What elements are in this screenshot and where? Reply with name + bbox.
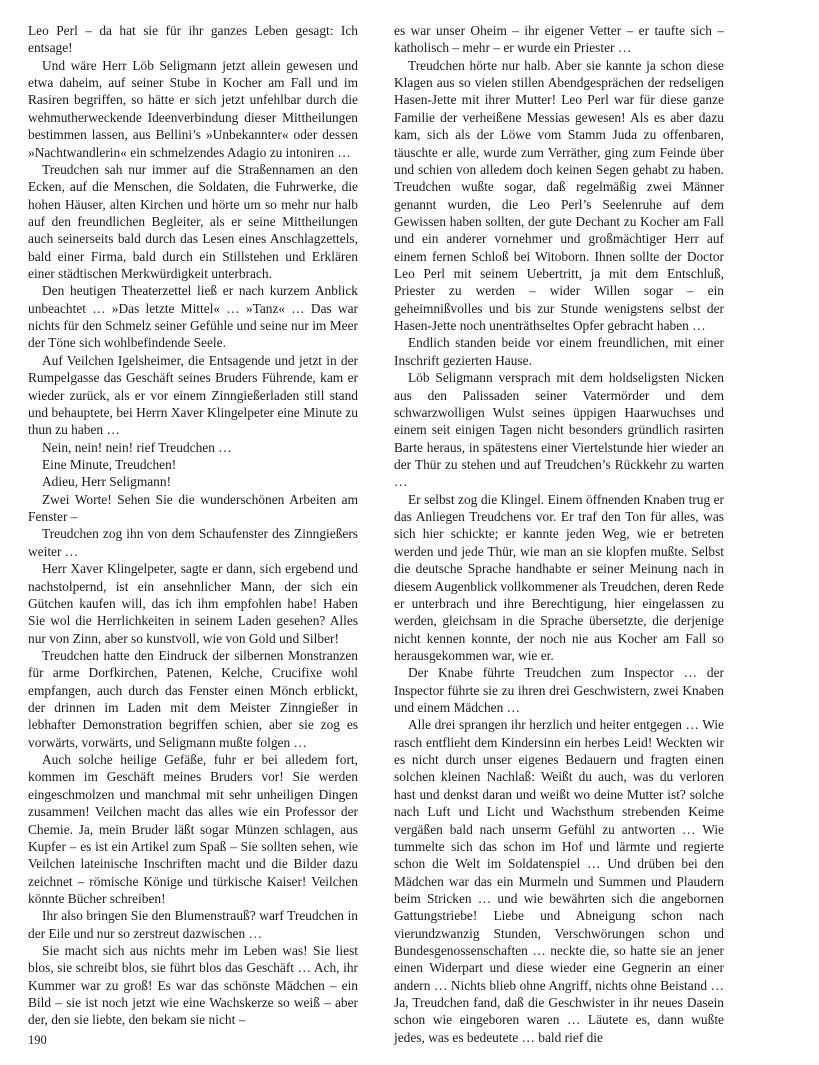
paragraph: Und wäre Herr Löb Seligmann jetzt allein gewesen und etwa daheim, auf seiner Stube in Kocher am Fall und im Rasiren begriffen, so hätte er sich jetzt unfehlbar durch die wehmutherweckende Ideenverbindung dieser Mittheilungen bestimmen lassen, aus Bellini’s »Unbekannter« oder dessen »Nachtwandlerin« ein schmelzendes Adagio zu intoniren … — [28, 57, 358, 160]
paragraph: Adieu, Herr Seligmann! — [42, 474, 172, 490]
paragraph: Der Knabe führte Treudchen zum Inspector … der Inspector führte sie zu ihren drei Geschwistern, zwei Knaben und einem Mädchen … — [394, 665, 724, 716]
left-text-column — [28, 22, 358, 1029]
paragraph: Eine Minute, Treudchen! — [42, 456, 177, 472]
paragraph: Treudchen sah nur immer auf die Straßennamen an den Ecken, auf die Menschen, die Soldaten, die Fuhrwerke, die hohen Häuser, alten Kirchen und hörte um so mehr nur halb auf den freundlichen Begleiter, als er seine Mittheilungen auch seinerseits bald durch das Lesen eines Anschlagzettels, bald einer Firma, bald durch ein Stillstehen und Erklären einer städtischen Merkwürdigkeit unterbrach. — [28, 161, 358, 282]
paragraph: Treudchen zog ihn von dem Schaufenster des Zinngießers weiter … — [28, 526, 358, 559]
paragraph: es war unser Oheim – ihr eigener Vetter – er taufte sich – katholisch – mehr – er wurde ein Priester … — [394, 23, 724, 56]
paragraph: Auch solche heilige Gefäße, fuhr er bei alledem fort, kommen im Geschäft meines Bruders vor! Sie werden eingeschmolzen und manchmal mit sehr unheiligen Dingen zusammen! Veilchen macht das alles wie ein Professor der Chemie. Ja, mein Bruder läßt sogar Münzen schlagen, aus Kupfer – es ist ein Artikel zum Spaß – Sie sollten sehen, wie Veilchen lateinische Inschriften macht und die Bilder dazu zeichnet – römische Könige und türkische Kaiser! Veilchen könnte Bücher schreiben! — [28, 752, 358, 906]
paragraph: Zwei Worte! Sehen Sie die wunderschönen Arbeiten am Fenster – — [28, 491, 358, 525]
right-text-column — [394, 22, 724, 1046]
paragraph: Herr Xaver Klingelpeter, sagte er dann, sich ergebend und nachstolpernd, ist ein ansehnlicher Mann, der sich ein Gütchen kaufen will, das ich ihm empfohlen habe! Haben Sie wol die Herrlichkeiten in seinem Laden gesehen? Alles nur von Zinn, aber so kunstvoll, wie von Gold und Silber! — [28, 561, 358, 646]
paragraph: Endlich standen beide vor einem freundlichen, mit einer Inschrift gezierten Hause. — [394, 335, 724, 368]
paragraph: Löb Seligmann versprach mit dem holdseligsten Nicken aus den Palissaden seiner Vatermörder und dem schwarzwolligen Wulst seines üppigen Haarwuchses und einem seit einigen Tagen nicht besonders gründlich rasirten Barte heraus, in spätestens einer Viertelstunde hier wieder an der Thür zu stehen und auf Treudchen’s Rückkehr zu warten … — [394, 370, 724, 490]
paragraph: Ihr also bringen Sie den Blumenstrauß? warf Treudchen in der Eile und nur so zerstreut dazwischen … — [28, 908, 358, 941]
paragraph: Nein, nein! nein! rief Treudchen … — [42, 439, 232, 455]
page-number: 190 — [28, 1033, 47, 1047]
paragraph: Treudchen hatte den Eindruck der silbernen Monstranzen für arme Dorfkirchen, Patenen, Kelche, Crucifixe wohl empfangen, auch durch das Fenster einen Mönch erblickt, der drinnen im Laden mit dem Meister Zinngießer in lebhafter Demonstration begriffen schien, aber sie zog es vorwärts, vorwärts, und Seligmann mußte folgen … — [28, 647, 358, 750]
paragraph: Treudchen hörte nur halb. Aber sie kannte ja schon diese Klagen aus so vielen stillen Abendgesprächen der redseligen Hasen-Jette mit ihrer Mutter! Leo Perl war für diese ganze Familie der verheißene Messias gewesen! Als es aber dazu kam, sich als der Löwe vom Stamm Juda zu offenbaren, täuschte er alle, wurde zum Verräther, ging zum Feinde über und schien von alledem doch keinen Segen gehabt zu haben. Treudchen wußte sogar, daß regelmäßig zwei Männer genannt wurden, die Leo Perl’s Seelenruhe auf dem Gewissen haben sollten, der gute Dechant zu Kocher am Fall und ein anderer vornehmer und großmächtiger Herr auf einem fernen Schloß bei Witoborn. Ihnen sollte der Doctor Leo Perl mit seinem Uebertritt, ja mit dem Entschluß, Priester zu werden – wider Willen sogar – ein geheimnißvolles und bis zur Stunde wenigstens selbst der Hasen-Jette noch unenträthseltes Opfer gebracht haben … — [394, 57, 724, 334]
paragraph: Sie macht sich aus nichts mehr im Leben was! Sie liest blos, sie schreibt blos, sie führt blos das Geschäft … Ach, ihr Kummer war zu groß! Es war das schönste Mädchen – ein Bild – sie ist noch jetzt wie eine Wachskerze so weiß – aber der, den sie liebte, den bekam sie nicht – — [28, 943, 358, 1028]
paragraph: Alle drei sprangen ihr herzlich und heiter entgegen … Wie rasch entflieht dem Kindersinn ein herbes Leid! Weckten wir es nicht durch unser eigenes Bedauern und fragten einen solchen kleinen Nachlaß: Weißt du auch, was du verloren hast und denkst daran und weißt wo deine Mutter ist? solche nach Luft und Licht und Wachsthum strebenden Keime vergäßen bald nach unserm Gefühl zu antworten … Wie tummelte sich das schon im Hof und lärmte und regierte schon die Welt im Soldatenspiel … Und drüben bei den Mädchen war das ein Murmeln und Summen und Plaudern beim Stricken … und wie bewährten sich die angebornen Gattungstriebe! Liebe und Abneigung schon nach vierundzwanzig Stunden, Verschwörungen schon und Bundesgenossenschaften … neckte die, so hatte sie an jener einen Widerpart und diese wieder eine Gegnerin an einer andern … Nichts blieb ohne Angriff, nichts ohne Beistand … Ja, Treudchen fand, daß die Geschwister in ihr neues Dasein schon wie eingeboren waren … Läutete es, dann wußte jedes, was es bedeutete … bald rief die — [394, 717, 724, 1045]
paragraph: Auf Veilchen Igelsheimer, die Entsagende und jetzt in der Rumpelgasse das Geschäft seines Bruders Führende, kam er wieder zurück, als er vor einem Zinngießerladen still stand und behauptete, bei Herrn Xaver Klingelpeter eine Minute zu thun zu haben … — [28, 352, 358, 438]
paragraph: Den heutigen Theaterzettel ließ er nach kurzem Anblick unbeachtet … »Das letzte Mittel« … »Tanz« … Das war nichts für den Schmelz seiner Gefühle und seine nur im Meer der Töne sich wohlbefindende Seele. — [28, 283, 358, 351]
paragraph: Leo Perl – da hat sie für ihr ganzes Leben gesagt: Ich entsage! — [28, 23, 358, 56]
paragraph: Er selbst zog die Klingel. Einem öffnenden Knaben trug er das Anliegen Treudchens vor. Er traf den Ton für alles, was sich hier schickte; er kannte jeden Weg, wie er betreten werden und jede Thür, wie man an sie klopfen mußte. Selbst die deutsche Sprache handhabte er seiner Meinung nach in diesem Augenblick vollkommener als Treudchen, deren Rede er unterbrach und ihre Berechtigung, hier eingelassen zu werden, gleichsam in die Sprache übersetzte, die derjenige nicht kennen konnte, der noch nie aus Kocher am Fall so herausgekommen war, wie er. — [394, 491, 724, 663]
